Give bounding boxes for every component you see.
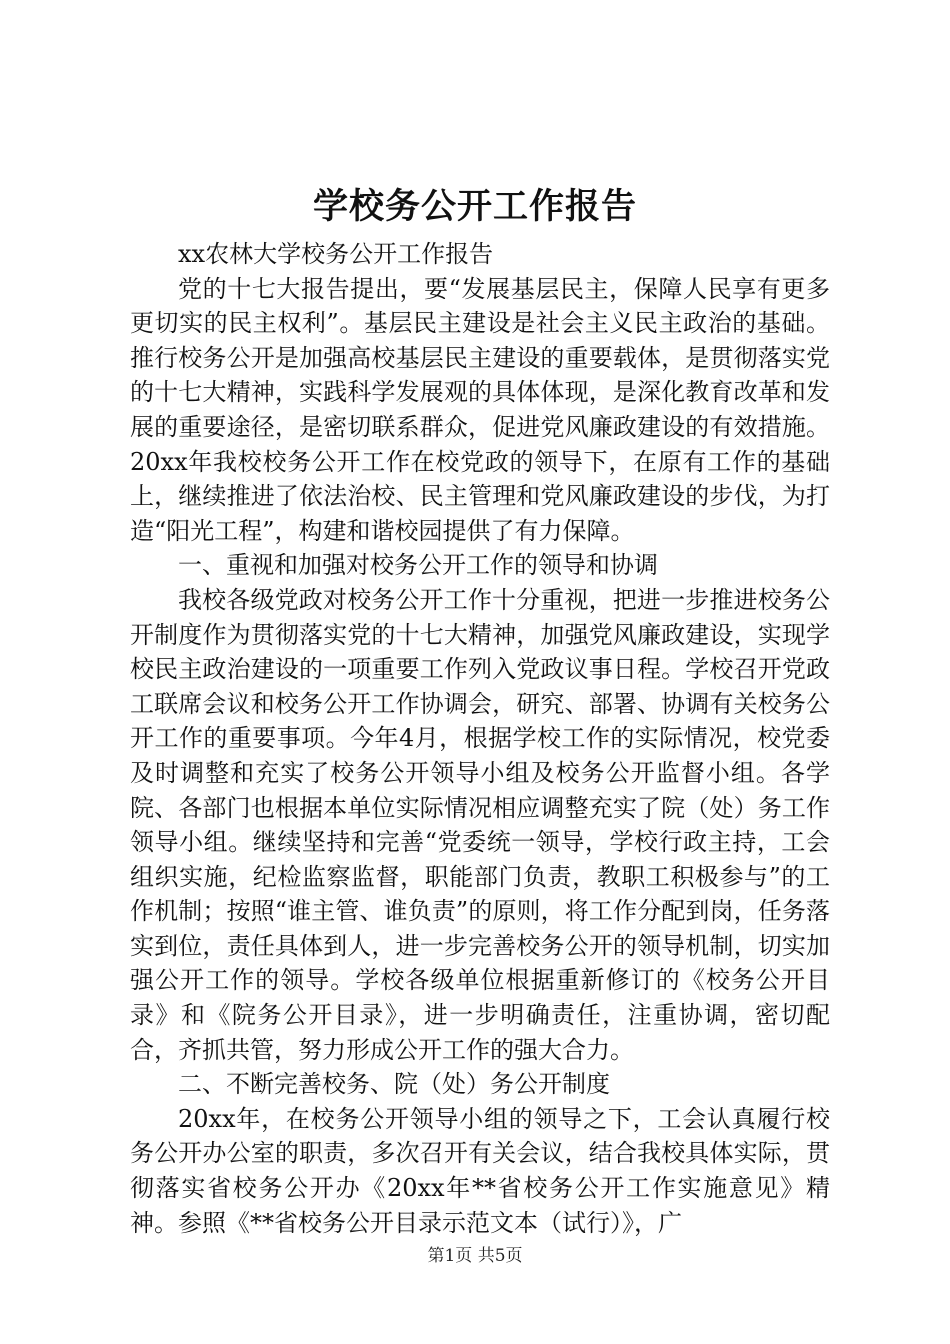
section-heading-2: 二、不断完善校务、院（处）务公开制度	[178, 1070, 610, 1099]
section-heading-1: 一、重视和加强对校务公开工作的领导和协调	[178, 551, 658, 580]
document-body	[130, 237, 830, 1240]
document-title: 学校务公开工作报告	[312, 186, 637, 227]
paragraph-section-2: 20xx年，在校务公开领导小组的领导之下，工会认真履行校务公开办公室的职责，多次召开有关会议，结合我校具体实际，贯彻落实省校务公开办《20xx年**省校务公开工作实施意见》精神。参照《**省校务公开目录示范文本（试行）》，广	[130, 1104, 830, 1237]
paragraph-section-1: 我校各级党政对校务公开工作十分重视，把进一步推进校务公开制度作为贯彻落实党的十七大精神，加强党风廉政建设，实现学校民主政治建设的一项重要工作列入党政议事日程。学校召开党政工联席会议和校务公开工作协调会，研究、部署、协调有关校务公开工作的重要事项。今年4月，根据学校工作的实际情况，校党委及时调整和充实了校务公开领导小组及校务公开监督小组。各学院、各部门也根据本单位实际情况相应调整充实了院（处）务工作领导小组。继续坚持和完善“党委统一领导，学校行政主持，工会组织实施，纪检监察监督，职能部门负责，教职工积极参与”的工作机制；按照“谁主管、谁负责”的原则，将工作分配到岗，任务落实到位，责任具体到人，进一步完善校务公开的领导机制，切实加强公开工作的领导。学校各级单位根据重新修订的《校务公开目录》和《院务公开目录》，进一步明确责任，注重协调，密切配合，齐抓共管，努力形成公开工作的强大合力。	[130, 585, 830, 1064]
document-subtitle: xx农林大学校务公开工作报告	[178, 240, 494, 268]
paragraph-intro: 党的十七大报告提出，要“发展基层民主，保障人民享有更多更切实的民主权利”。基层民主建设是社会主义民主政治的基础。推行校务公开是加强高校基层民主建设的重要载体，是贯彻落实党的十七大精神，实践科学发展观的具体体现，是深化教育改革和发展的重要途径，是密切联系群众，促进党风廉政建设的有效措施。20xx年我校校务公开工作在校党政的领导下，在原有工作的基础上，继续推进了依法治校、民主管理和党风廉政建设的步伐，为打造“阳光工程”，构建和谐校园提供了有力保障。	[130, 274, 830, 545]
page-number-footer: 第1页 共5页	[427, 1246, 523, 1266]
